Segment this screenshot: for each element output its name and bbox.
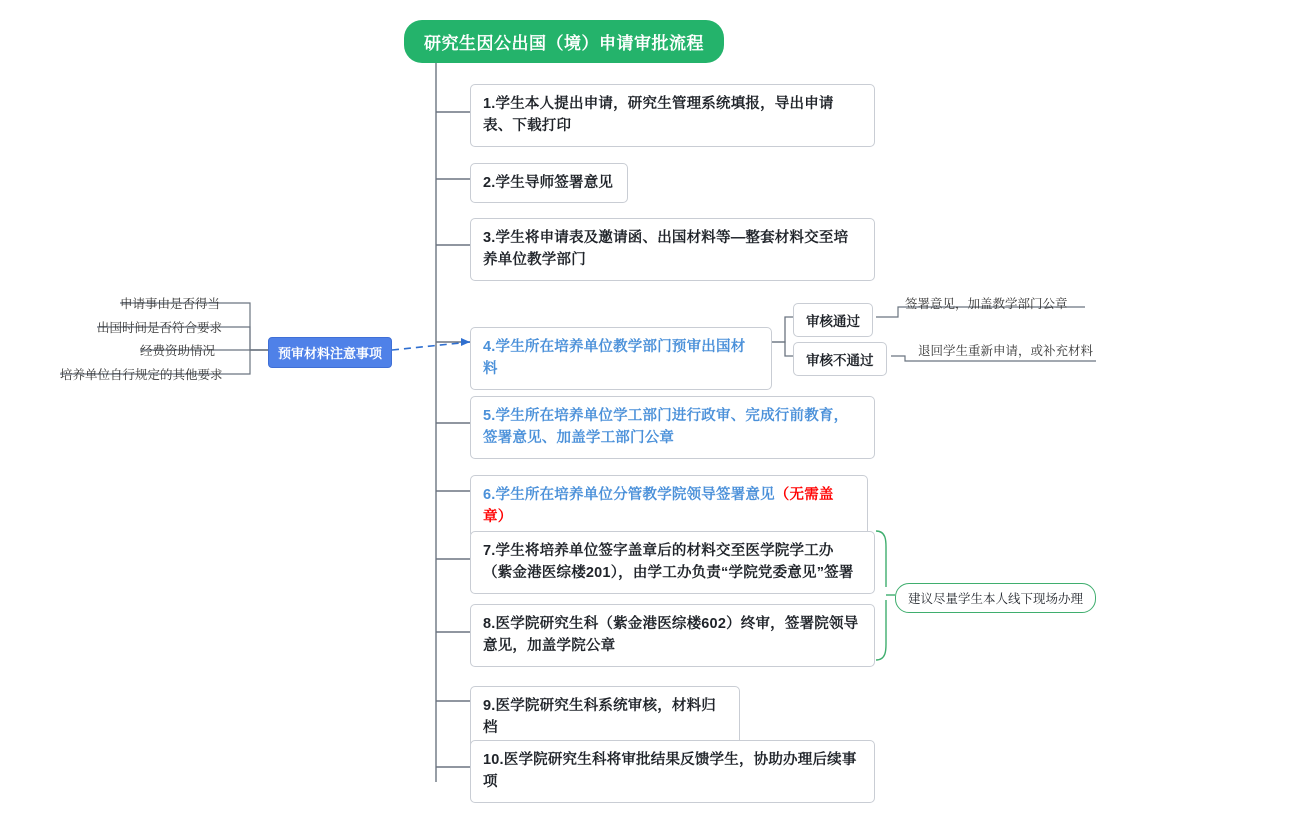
review-pass-note: 签署意见，加盖教学部门公章 (905, 297, 1068, 311)
offline-note-pill[interactable]: 建议尽量学生本人线下现场办理 (895, 583, 1096, 613)
step-node-6-note: （无需盖章） (483, 487, 834, 526)
step-node-8[interactable]: 8.医学院研究生科（紫金港医综楼602）终审，签署院领导意见，加盖学院公章 (470, 604, 875, 667)
pre-review-item-4: 培养单位自行规定的其他要求 (60, 368, 223, 382)
step-node-6-main: 6.学生所在培养单位分管教学院领导签署意见 (483, 487, 775, 503)
pre-review-title[interactable]: 预审材料注意事项 (268, 337, 392, 368)
step-node-3[interactable]: 3.学生将申请表及邀请函、出国材料等—整套材料交至培养单位教学部门 (470, 218, 875, 281)
step-node-5[interactable]: 5.学生所在培养单位学工部门进行政审、完成行前教育，签署意见、加盖学工部门公章 (470, 396, 875, 459)
step-node-4[interactable]: 4.学生所在培养单位教学部门预审出国材料 (470, 327, 772, 390)
step-node-9[interactable]: 9.医学院研究生科系统审核，材料归档 (470, 686, 740, 749)
review-fail-note: 退回学生重新申请，或补充材料 (918, 344, 1094, 358)
step-node-10[interactable]: 10.医学院研究生科将审批结果反馈学生，协助办理后续事项 (470, 740, 875, 803)
step-node-1[interactable]: 1.学生本人提出申请，研究生管理系统填报，导出申请表、下载打印 (470, 84, 875, 147)
pre-review-item-1: 申请事由是否得当 (120, 297, 221, 311)
review-fail-node[interactable]: 审核不通过 (793, 342, 887, 376)
review-pass-node[interactable]: 审核通过 (793, 303, 873, 337)
pre-review-item-3: 经费资助情况 (140, 344, 216, 358)
root-node[interactable]: 研究生因公出国（境）申请审批流程 (404, 20, 724, 63)
step-node-7[interactable]: 7.学生将培养单位签字盖章后的材料交至医学院学工办（紫金港医综楼201），由学工办负责“学院党委意见”签署 (470, 531, 875, 594)
step-node-2[interactable]: 2.学生导师签署意见 (470, 163, 628, 203)
step-node-6[interactable] (470, 475, 868, 538)
pre-review-item-2: 出国时间是否符合要求 (97, 321, 223, 335)
